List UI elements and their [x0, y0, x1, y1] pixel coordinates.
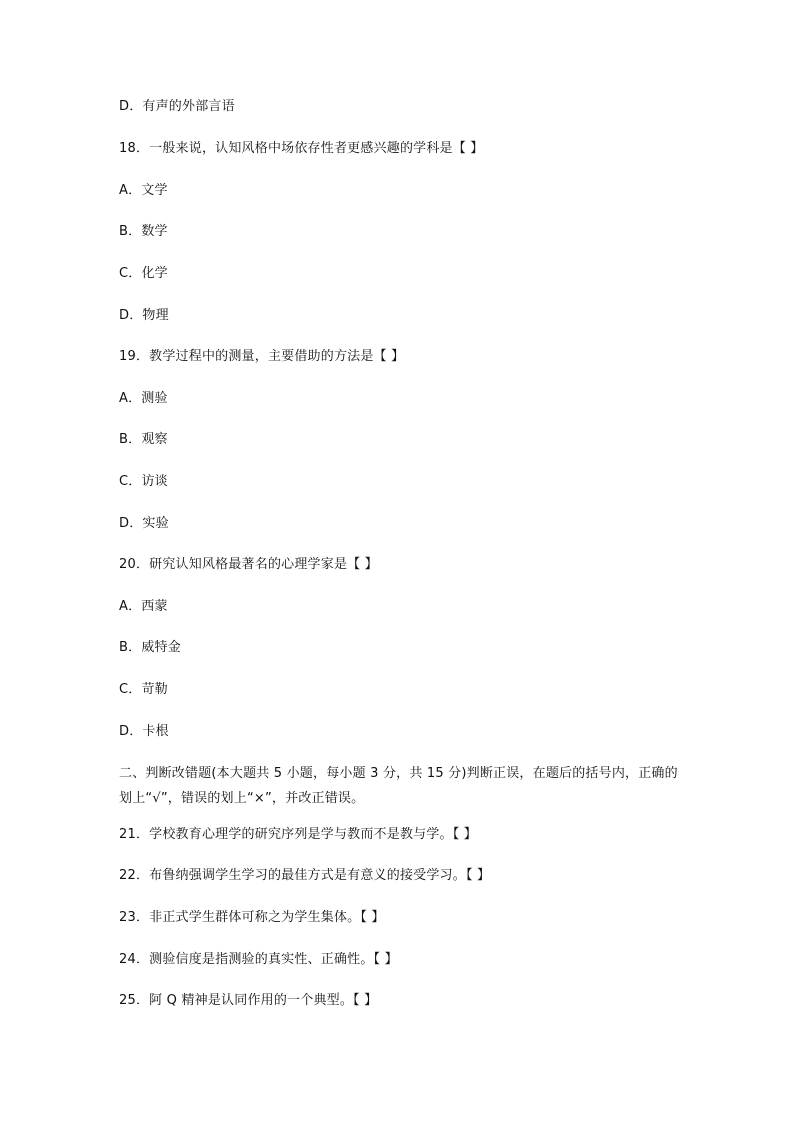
question-23: 23．非正式学生群体可称之为学生集体。【 】	[119, 910, 385, 925]
question-20: 20．研究认知风格最著名的心理学家是【 】	[119, 557, 378, 572]
option-18-c: C．化学	[119, 266, 168, 281]
option-19-d: D．实验	[119, 516, 169, 531]
question-18: 18．一般来说，认知风格中场依存性者更感兴趣的学科是【 】	[119, 141, 484, 156]
option-19-c: C．访谈	[119, 474, 168, 489]
option-19-a: A．测验	[119, 391, 168, 406]
option-20-b: B．威特金	[119, 640, 181, 655]
option-18-a: A．文学	[119, 183, 168, 198]
question-22: 22．布鲁纳强调学生学习的最佳方式是有意义的接受学习。【 】	[119, 868, 491, 883]
option-20-a: A．西蒙	[119, 599, 168, 614]
question-19: 19．教学过程中的测量，主要借助的方法是【 】	[119, 349, 405, 364]
option-18-d: D．物理	[119, 308, 169, 323]
option-17-d: D．有声的外部言语	[119, 99, 235, 114]
section-two-heading: 二、判断改错题(本大题共 5 小题，每小题 3 分，共 15 分)判断正误，在题后的括号内，正确的划上“√”，错误的划上“×”，并改正错误。	[119, 766, 678, 806]
question-21: 21．学校教育心理学的研究序列是学与教而不是教与学。【 】	[119, 827, 477, 842]
question-24: 24．测验信度是指测验的真实性、正确性。【 】	[119, 952, 398, 967]
question-25: 25．阿 Q 精神是认同作用的一个典型。【 】	[119, 993, 378, 1008]
option-18-b: B．数学	[119, 224, 168, 239]
option-19-b: B．观察	[119, 432, 168, 447]
option-20-c: C．苛勒	[119, 682, 168, 697]
option-20-d: D．卡根	[119, 724, 169, 739]
